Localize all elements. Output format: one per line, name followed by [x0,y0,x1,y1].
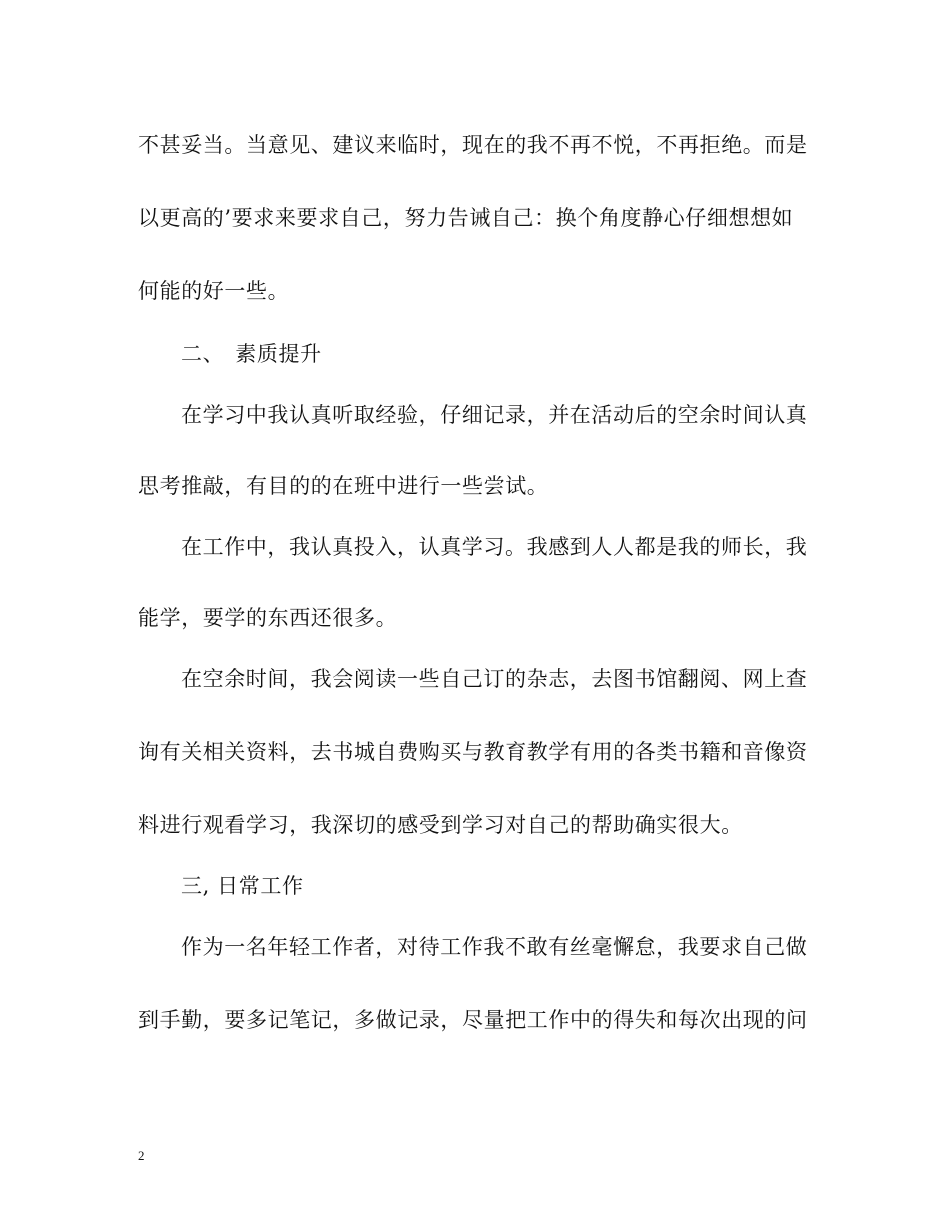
text-line: 在空余时间，我会阅读一些自己订的杂志，去图书馆翻阅、网上查 [181,667,808,691]
section-heading: 二、 素质提升 [181,342,322,366]
text-line: 作为一名年轻工作者，对待工作我不敢有丝毫懈怠，我要求自己做 [181,935,808,959]
text-line: 以更高的’要求来要求自己，努力告诫自己：换个角度静心仔细想想如 [138,206,794,230]
page-number: 2 [138,1148,145,1163]
text-line: 料进行观看学习，我深切的感受到学习对自己的帮助确实很大。 [138,813,743,837]
section-heading: 三, 日常工作 [181,874,304,898]
text-line: 不甚妥当。当意见、建议来临时，现在的我不再不悦，不再拒绝。而是 [138,133,808,157]
text-line: 在工作中，我认真投入，认真学习。我感到人人都是我的师长，我 [181,535,808,559]
text-line: 能学，要学的东西还很多。 [138,606,398,630]
text-line: 询有关相关资料，去书城自费购买与教育教学有用的各类书籍和音像资 [138,740,808,764]
text-line: 在学习中我认真听取经验，仔细记录，并在活动后的空余时间认真 [181,403,808,427]
text-line: 何能的好一些。 [138,279,290,303]
text-line: 到手勤，要多记笔记，多做记录，尽量把工作中的得失和每次出现的问 [138,1008,808,1032]
text-line: 思考推敲，有目的的在班中进行一些尝试。 [138,474,549,498]
